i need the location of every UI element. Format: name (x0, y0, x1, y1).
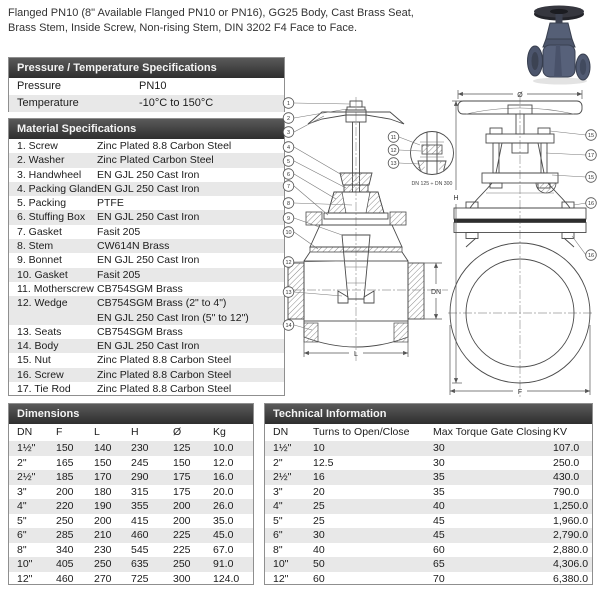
table-cell: 545 (131, 543, 149, 556)
table-cell: 1. Screw (17, 140, 58, 152)
table-cell: 6" (17, 529, 27, 541)
material-specifications-title: Material Specifications (9, 119, 284, 139)
pressure-temperature-rows (9, 78, 284, 112)
table-cell: 6" (273, 529, 283, 541)
table-cell: 4. Packing Gland (17, 182, 97, 195)
table-cell: Fasit 205 (97, 225, 141, 238)
table-row (9, 485, 253, 500)
table-cell: CB754SGM Brass (97, 282, 183, 295)
table-row (9, 456, 253, 471)
detail-view (388, 131, 453, 187)
callout-balloon-11 (388, 132, 399, 143)
l-dimension-label: L (354, 351, 358, 358)
table-cell: 2. Washer (17, 154, 65, 167)
svg-text:10: 10 (285, 230, 292, 236)
table-cell: Zinc Plated 8.8 Carbon Steel (97, 383, 232, 396)
table-cell: 13. Seats (17, 325, 62, 338)
table-cell: 16. Screw (17, 368, 64, 381)
table-cell: 30 (313, 529, 325, 541)
table-cell: 5. Packing (17, 197, 67, 210)
technical-drawing (280, 85, 600, 400)
table-cell: 285 (56, 529, 74, 541)
svg-text:6: 6 (286, 172, 291, 178)
table-cell: EN GJL 250 Cast Iron (97, 211, 200, 224)
svg-text:3: 3 (286, 130, 291, 136)
table-cell: 70 (433, 572, 445, 585)
callout-balloon-16b (586, 250, 597, 261)
svg-text:14: 14 (285, 323, 292, 329)
table-cell: 15. Nut (17, 354, 51, 367)
column-header-turns: Turns to Open/Close (313, 426, 410, 438)
svg-text:13: 13 (390, 161, 397, 167)
table-row (9, 441, 253, 456)
table-cell: 9. Bonnet (17, 254, 62, 267)
technical-information-panel (264, 403, 593, 585)
table-row (9, 339, 284, 353)
table-cell: 6,380.0 (553, 572, 589, 585)
table-cell: 190 (94, 500, 112, 512)
table-cell: 5" (273, 514, 283, 527)
table-cell: 30 (433, 456, 445, 469)
table-cell: 12" (17, 572, 33, 585)
dn-dimension-label: DN (430, 289, 442, 296)
product-photo (520, 1, 598, 85)
column-header-dn: DN (273, 426, 289, 438)
callout-balloon-4 (283, 142, 294, 153)
table-cell: 8. Stem (17, 240, 54, 253)
dimensions-rows (9, 441, 253, 586)
table-cell: 11. Motherscrew (17, 282, 94, 295)
dimensions-title: Dimensions (9, 404, 253, 424)
table-row (9, 470, 253, 485)
table-cell: 725 (131, 572, 149, 585)
table-row (265, 456, 592, 471)
material-specifications-rows (9, 139, 284, 396)
column-header-l: L (94, 426, 100, 438)
column-header-h: H (131, 426, 139, 438)
callout-balloon-7 (283, 181, 294, 192)
table-cell: 26.0 (213, 500, 234, 512)
table-row (9, 296, 284, 325)
table-cell: 45.0 (213, 529, 234, 541)
table-row (265, 557, 592, 572)
table-row (9, 557, 253, 572)
table-cell: 300 (173, 572, 191, 585)
table-cell: 3" (17, 485, 27, 498)
table-row (9, 78, 284, 95)
technical-rows (265, 441, 592, 586)
table-cell: 17. Tie Rod (17, 383, 71, 396)
table-row (9, 353, 284, 367)
callout-balloon-6 (283, 169, 294, 180)
table-cell: 12. Wedge (17, 297, 68, 310)
table-row (265, 470, 592, 485)
table-cell: 185 (56, 471, 74, 483)
svg-text:16: 16 (587, 253, 595, 259)
table-cell: EN GJL 250 Cast Iron (97, 340, 200, 353)
table-cell: Fasit 205 (97, 268, 141, 281)
table-cell: 200 (56, 485, 74, 498)
table-cell: 460 (56, 572, 74, 585)
table-cell: 150 (94, 456, 112, 469)
callout-balloon-13 (283, 287, 294, 298)
table-cell: 170 (94, 471, 112, 483)
table-cell: 150 (173, 456, 191, 469)
table-cell: 25 (313, 500, 325, 512)
table-row (9, 528, 253, 543)
table-cell: 4" (273, 500, 283, 512)
table-cell: 2,880.0 (553, 543, 589, 556)
pressure-temperature-panel (8, 57, 285, 112)
svg-text:16: 16 (587, 201, 595, 207)
table-cell: 1½" (273, 442, 292, 454)
dimensions-header-row (9, 424, 253, 441)
table-cell: 3. Handwheel (17, 168, 82, 181)
table-cell: 250.0 (553, 456, 580, 469)
table-cell: 2" (17, 456, 27, 469)
table-cell: Zinc Plated 8.8 Carbon Steel (97, 140, 232, 152)
table-cell: 315 (131, 485, 149, 498)
table-cell: 25 (313, 514, 325, 527)
table-cell: 1½" (17, 442, 36, 454)
table-cell: 50 (313, 558, 325, 570)
table-cell: 230 (131, 442, 149, 454)
table-cell: 6. Stuffing Box (17, 211, 86, 224)
technical-header-row (265, 424, 592, 441)
table-cell: 60 (313, 572, 325, 585)
table-cell: 430.0 (553, 471, 580, 483)
table-cell: 1,960.0 (553, 514, 589, 527)
table-cell: 2" (273, 456, 283, 469)
table-cell: 165 (56, 456, 74, 469)
callout-balloon-9 (283, 213, 294, 224)
callout-balloon-8 (283, 198, 294, 209)
table-row (265, 499, 592, 514)
table-cell: 7. Gasket (17, 225, 62, 238)
table-cell: 3" (273, 485, 283, 498)
table-row (9, 268, 284, 282)
svg-text:12: 12 (285, 260, 292, 266)
column-header-dn: DN (17, 426, 33, 438)
table-cell: 180 (94, 485, 112, 498)
table-cell: 16 (313, 471, 325, 483)
callout-balloon-2 (283, 113, 294, 124)
table-cell: 290 (131, 471, 149, 483)
callout-balloon-12b (388, 145, 399, 156)
table-cell: 250 (173, 558, 191, 570)
table-cell: 10" (17, 558, 33, 570)
callout-balloon-10 (283, 227, 294, 238)
table-cell: 210 (94, 529, 112, 541)
table-cell: 12" (273, 572, 289, 585)
table-cell: 8" (273, 543, 283, 556)
table-cell: CB754SGM Brass (97, 325, 183, 338)
table-cell: 635 (131, 558, 149, 570)
table-cell: 150 (56, 442, 74, 454)
cross-section-view (288, 97, 448, 363)
table-row (9, 282, 284, 296)
table-cell: 2½" (273, 471, 292, 483)
table-cell: PN10 (139, 80, 167, 92)
table-cell: 200 (173, 500, 191, 512)
callout-balloon-16 (586, 198, 597, 209)
callout-balloon-1 (283, 98, 294, 109)
table-row (9, 153, 284, 167)
material-specifications-panel (8, 118, 285, 396)
table-cell: 175 (173, 485, 191, 498)
svg-text:2: 2 (286, 116, 291, 122)
dimensions-panel (8, 403, 254, 585)
table-cell: CB754SGM Brass (2" to 4") EN GJL 250 Cast Iron (5" to 12") (97, 297, 249, 324)
svg-text:7: 7 (286, 184, 291, 190)
table-cell: 10 (313, 442, 325, 454)
callout-balloon-14 (283, 320, 294, 331)
table-cell: 30 (433, 442, 445, 454)
table-row (9, 499, 253, 514)
callout-balloon-17 (586, 150, 597, 161)
table-row (9, 139, 284, 153)
table-cell: 270 (94, 572, 112, 585)
svg-text:4: 4 (286, 145, 291, 151)
table-cell: 4" (17, 500, 27, 512)
front-view-callouts (546, 130, 596, 261)
table-cell: 200 (94, 514, 112, 527)
table-cell: 45 (433, 529, 445, 541)
svg-text:9: 9 (286, 216, 291, 222)
table-row (265, 514, 592, 529)
table-cell: 20.0 (213, 485, 234, 498)
table-cell: Zinc Plated Carbon Steel (97, 154, 214, 167)
table-cell: EN GJL 250 Cast Iron (97, 182, 200, 195)
table-row (9, 182, 284, 196)
table-row (9, 253, 284, 267)
table-cell: 107.0 (553, 442, 580, 454)
gate-valve-photo (528, 6, 591, 85)
table-cell: 2,790.0 (553, 529, 589, 541)
column-header-kg: Kg (213, 426, 226, 438)
table-cell: 1,250.0 (553, 500, 589, 512)
column-header-f: F (56, 426, 63, 438)
diameter-dimension-label: Ø (517, 92, 523, 99)
table-row (9, 382, 284, 396)
table-cell: 4,306.0 (553, 558, 589, 570)
detail-caption: DN 125 ÷ DN 300 (411, 181, 453, 187)
table-cell: 405 (56, 558, 74, 570)
table-row (265, 528, 592, 543)
table-cell: 14. Body (17, 340, 59, 353)
table-cell: CW614N Brass (97, 240, 170, 253)
table-cell: 8" (17, 543, 27, 556)
table-row (265, 485, 592, 500)
table-row (9, 168, 284, 182)
technical-information-title: Technical Information (265, 404, 592, 424)
table-cell: 790.0 (553, 485, 580, 498)
svg-text:5: 5 (286, 159, 291, 165)
svg-text:15: 15 (587, 133, 595, 139)
table-cell: 67.0 (213, 543, 234, 556)
table-cell: 45 (433, 514, 445, 527)
table-cell: 91.0 (213, 558, 234, 570)
table-row (9, 368, 284, 382)
table-cell: 250 (56, 514, 74, 527)
svg-text:13: 13 (285, 290, 292, 296)
table-row (9, 210, 284, 224)
svg-text:1: 1 (286, 101, 291, 107)
table-row (9, 225, 284, 239)
svg-text:8: 8 (286, 201, 291, 207)
table-cell: Zinc Plated 8.8 Carbon Steel (97, 354, 232, 367)
table-cell: Zinc Plated 8.8 Carbon Steel (97, 368, 232, 381)
table-cell: 140 (94, 442, 112, 454)
table-cell: 12.0 (213, 456, 234, 469)
pressure-temperature-title: Pressure / Temperature Specifications (9, 58, 284, 78)
table-row (265, 441, 592, 456)
table-cell: 16.0 (213, 471, 234, 483)
table-cell: 220 (56, 500, 74, 512)
table-cell: Pressure (17, 80, 62, 92)
table-cell: 10" (273, 558, 289, 570)
table-cell: Temperature (17, 97, 79, 109)
svg-text:15: 15 (587, 175, 595, 181)
callout-balloon-5 (283, 156, 294, 167)
table-cell: 124.0 (213, 572, 240, 585)
table-cell: 2½" (17, 471, 36, 483)
callout-balloon-13b (388, 158, 399, 169)
table-row (9, 95, 284, 112)
svg-text:17: 17 (587, 153, 595, 159)
table-cell: 40 (313, 543, 325, 556)
column-header-kv: KV (553, 426, 568, 438)
table-cell: -10°C to 150°C (139, 97, 214, 109)
table-cell: 12.5 (313, 456, 334, 469)
intro-paragraph (8, 6, 414, 36)
table-cell: 340 (56, 543, 74, 556)
table-cell: 415 (131, 514, 149, 527)
column-header-torque: Max Torque Gate Closing (433, 426, 552, 438)
table-row (9, 572, 253, 587)
table-cell: EN GJL 250 Cast Iron (97, 168, 200, 181)
table-cell: EN GJL 250 Cast Iron (97, 254, 200, 267)
h-dimension-label: H (453, 195, 459, 202)
table-cell: 230 (94, 543, 112, 556)
callout-balloon-3 (283, 127, 294, 138)
table-cell: 10. Gasket (17, 268, 68, 281)
table-cell: 460 (131, 529, 149, 541)
column-header-diameter: Ø (173, 426, 182, 438)
table-cell: 10.0 (213, 442, 234, 454)
table-cell: 65 (433, 558, 445, 570)
callout-balloon-15b (586, 172, 597, 183)
table-cell: 250 (94, 558, 112, 570)
table-cell: 125 (173, 442, 191, 454)
f-dimension-label: F (517, 389, 523, 396)
table-cell: 35 (433, 471, 445, 483)
table-cell: 60 (433, 543, 445, 556)
intro-line-1: Flanged PN10 (8" Available Flanged PN10 or PN16), GG25 Body, Cast Brass Seat, (8, 7, 414, 19)
table-cell: 40 (433, 500, 445, 512)
table-cell: 225 (173, 529, 191, 541)
intro-line-2: Brass Stem, Inside Screw, Non-rising Stem, DIN 3202 F4 Face to Face. (8, 22, 358, 34)
table-row (265, 572, 592, 587)
svg-text:12: 12 (390, 148, 397, 154)
table-cell: 35.0 (213, 514, 234, 527)
front-view (448, 90, 594, 397)
table-cell: 200 (173, 514, 191, 527)
table-row (9, 325, 284, 339)
table-row (9, 514, 253, 529)
table-cell: 245 (131, 456, 149, 469)
table-cell: 35 (433, 485, 445, 498)
table-cell: 225 (173, 543, 191, 556)
table-row (9, 196, 284, 210)
table-cell: 175 (173, 471, 191, 483)
table-row (9, 543, 253, 558)
table-cell: 355 (131, 500, 149, 512)
table-row (265, 543, 592, 558)
table-row (9, 239, 284, 253)
callout-balloon-15 (586, 130, 597, 141)
table-cell: PTFE (97, 197, 124, 210)
callout-balloon-12 (283, 257, 294, 268)
table-cell: 20 (313, 485, 325, 498)
svg-text:11: 11 (390, 135, 397, 141)
table-cell: 5" (17, 514, 27, 527)
